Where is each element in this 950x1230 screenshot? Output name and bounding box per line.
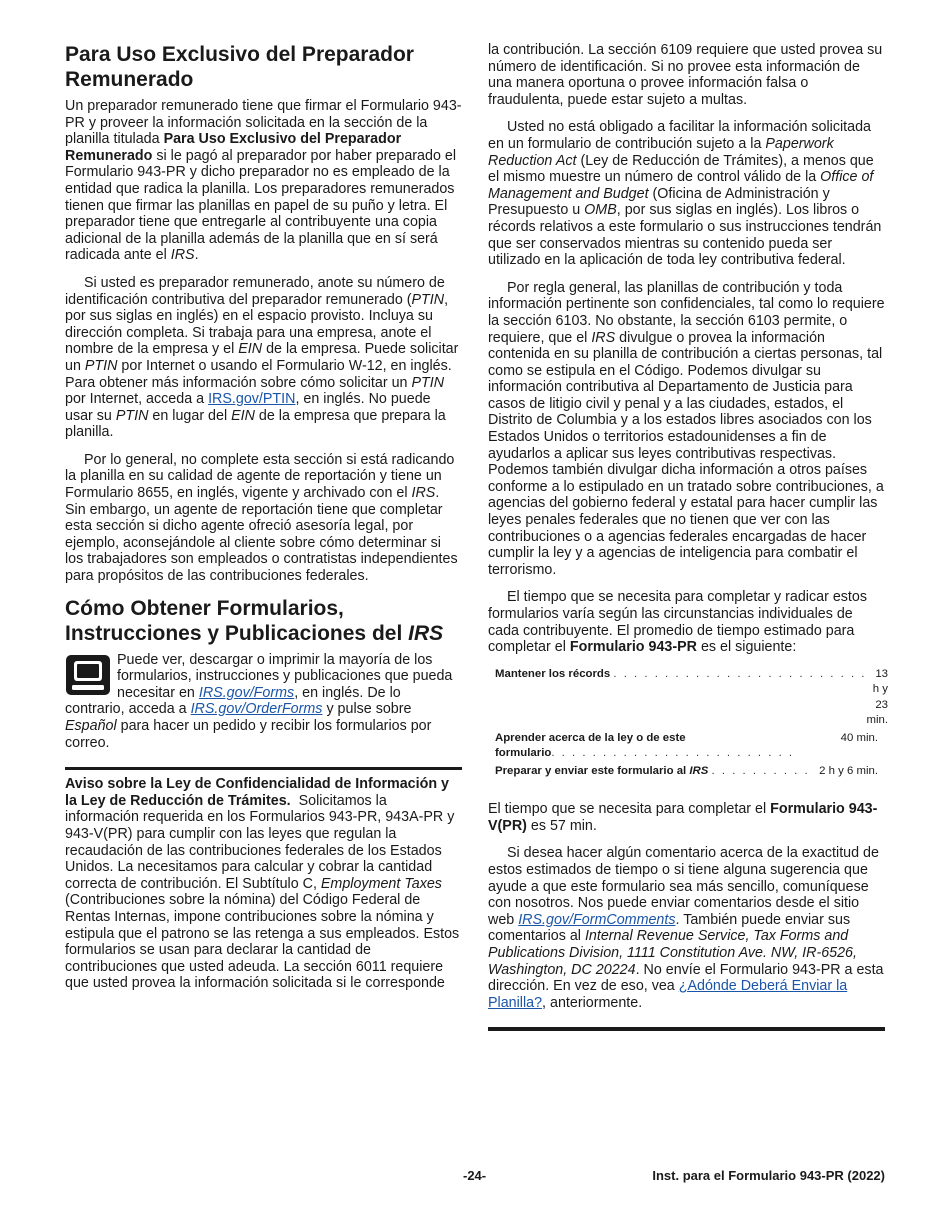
label-text: Aprender acerca de la ley o de este	[495, 731, 686, 744]
text: es el siguiente:	[696, 639, 797, 656]
text: (Ley de Reducción de Trámites), a menos que el mismo muestre un número de control válido de la	[488, 152, 874, 186]
text-italic: IRS	[408, 621, 444, 645]
page-number: -24-	[463, 1168, 487, 1183]
text: (Oficina de Administración y Presupuesto u	[488, 185, 830, 219]
row-value: 13 h y 23 min.	[866, 667, 888, 727]
text-italic: EIN	[238, 341, 263, 358]
leader-dots: . . . . . . . . . . . . . . . . . . . . . . . .	[551, 747, 795, 760]
text: por Internet o usando el Formulario W-12, en inglés. Para obtener más información sobre cómo solicitar un	[65, 357, 452, 391]
text: , en inglés. No puede usar su	[65, 391, 431, 424]
text: Puede ver, descargar o imprimir la mayoría de los formularios, instrucciones y publicaciones que pueda necesitar en	[117, 651, 453, 701]
text: . Sin embargo, un agente de reportación tiene que completar esta sección si dicho agente ofreció asesoría legal, por ejemplo, aconsejándole al cliente sobre cómo determinar si los trabajadores son empleados o contratistas independientes para propósitos de las contribuciones federales.	[65, 485, 458, 585]
row-value: 2 h y 6 min.	[819, 764, 878, 777]
text: Si desea hacer algún comentario acerca de la exactitud de estos estimados de tiempo o si tiene alguna sugerencia que ayude a que este formulario sea más sencillo, comuníquese con nosotros. Nos puede enviar comentarios desde el sitio web	[488, 845, 879, 928]
text: Si usted es preparador remunerado, anote su número de identificación contributiva del preparador remunerado (	[65, 274, 445, 308]
ptin-link[interactable]: IRS.gov/PTIN	[208, 391, 296, 408]
text: El tiempo que se necesita para completar y radicar estos formularios varía según las circunstancias individuales de cada contribuyente. El promedio de tiempo estimado para completar el	[488, 589, 867, 656]
notice-divider	[65, 767, 462, 770]
preparer-paragraph-1	[65, 98, 462, 264]
text-italic: Paperwork Reduction Act	[488, 135, 834, 169]
text: de la empresa que prepara la planilla.	[65, 407, 446, 441]
text-bold: Formulario 943-PR	[569, 639, 697, 656]
text: para hacer un pedido y recibir los formularios por correo.	[65, 718, 432, 751]
text-italic: IRS	[170, 247, 195, 264]
text: Usted no está obligado a facilitar la información solicitada en un formulario de contribución sujeto a la	[488, 119, 871, 152]
text: de la empresa. Puede solicitar un	[65, 341, 459, 374]
computer-icon	[65, 654, 111, 696]
text-italic: PTIN	[115, 407, 149, 424]
preparer-paragraph-3	[65, 452, 462, 585]
table-row	[488, 667, 888, 729]
row-label	[495, 764, 810, 780]
text-italic: OMB	[584, 202, 617, 219]
label-text: formulario	[495, 747, 552, 760]
text: Por regla general, las planillas de contribución y toda información pertinente son confidenciales, tal como lo requiere la sección 6103. No obstante, la sección 6103 permite, o requiere, que el	[488, 279, 885, 346]
right-paragraph-3	[488, 280, 885, 579]
irs-forms-link[interactable]: IRS.gov/Forms	[198, 684, 295, 701]
preparer-heading: Para Uso Exclusivo del Preparador Remunerado	[65, 43, 414, 91]
text: en lugar del	[148, 407, 232, 424]
irs-orderforms-link[interactable]: IRS.gov/OrderForms	[190, 701, 323, 718]
right-paragraph-6	[488, 845, 885, 1011]
text: divulgue o provea la información contenida en su planilla de contribución a ciertas personas, tal como se estipula en el Código. Podemos divulgar su información contributiva al Departamento de Justicia para casos de litigio civil y penal y a las ciudades, estados, el Distrito de Columbia y a los estados libres asociados con los Estados Unidos o territorios estadounidenses a fin de ayudarlos a aplicar sus leyes contributivas respectivas. Podemos también divulgar dicha información a otros países conforme a lo estipulado en un tratado sobre contribuciones, a agencias del gobierno federal y estatal para hacer cumplir las leyes penales federales que no tienen que ver con las contribuciones o a agencias federales encargadas de hacer cumplir la ley y a agencias de inteligencia para combatir el terrorismo.	[488, 329, 884, 578]
table-row	[488, 764, 885, 780]
time-estimate-table	[488, 667, 888, 780]
text: , por sus siglas en inglés) en el espacio provisto. Incluya su dirección completa. Si trabaja para una empresa, anote el nombre de la empresa y el	[65, 291, 449, 358]
text: si le pagó al preparador por haber preparado el Formulario 943-PR y dicho preparador no es empleado de la entidad que radica la planilla. Los preparadores remunerados tienen que firmar las planillas en papel de su puño y letra. El preparador tiene que entregarle al contribuyente una copia adicional de la planilla además de la planilla que en sí será radicada ante el	[65, 147, 457, 264]
text: El tiempo que se necesita para completar el	[488, 801, 771, 818]
text-italic: IRS	[411, 485, 436, 502]
text-italic: Español	[65, 718, 117, 734]
text: Por lo general, no complete esta sección si está radicando la planilla en su calidad de agente de reportación y tiene un Formulario 8655, en inglés, vigente y archivado con el	[65, 451, 455, 502]
right-paragraph-1: la contribución. La sección 6109 requiere que usted provea su número de identificación. Si no provee esta información de una manera oportuna o provee información falsa o fraudulenta, puede estar sujeto a multas.	[488, 42, 883, 108]
leader-dots: . . . . . . . . . .	[711, 764, 810, 777]
form-comments-link[interactable]: IRS.gov/FormComments	[518, 911, 676, 928]
text: (Contribuciones sobre la nómina) del Código Federal de Rentas Internas, impone contribuciones sobre la nómina y estipula que el patrono se las retenga a sus empleados. Estos formularios se usan para declarar la cantidad de contribuciones que usted adeuda. La sección 6011 requiere que usted provea la información solicitada si le corresponde	[65, 892, 460, 992]
text-italic: Employment Taxes	[320, 875, 442, 892]
text: , en inglés. De lo contrario, acceda a	[65, 684, 401, 718]
forms-heading	[65, 596, 462, 646]
text: Solicitamos la información requerida en los Formularios 943-PR, 943A-PR y 943-V(PR) para cumplir con las leyes que regulan la recaudación de las contribuciones federales de los Estados Unidos. La necesitamos para calcular y cobrar la cantidad correcta de contribución. El Subtítulo C,	[65, 792, 459, 892]
right-paragraph-5	[488, 801, 885, 834]
text: Un preparador remunerado tiene que firmar el Formulario 943-PR y proveer la información solicitada en la sección de la planilla titulada	[65, 98, 462, 148]
text-italic: IRS	[591, 329, 616, 346]
text: , anteriormente.	[542, 994, 643, 1011]
preparer-paragraph-2	[65, 275, 462, 441]
end-divider	[488, 1027, 885, 1031]
text-italic: Internal Revenue Service, Tax Forms and Publications Division, 1111 Constitution Ave. NW, IR-6526, Washington, DC 20224	[488, 928, 857, 978]
where-to-send-link[interactable]: ¿Adónde Deberá Enviar la Planilla?	[488, 978, 848, 1011]
text-bold: Para Uso Exclusivo del Preparador Remunerado	[65, 131, 402, 164]
row-value: 40 min.	[840, 731, 878, 744]
text: por Internet, acceda a	[65, 391, 209, 408]
forms-section	[65, 652, 462, 752]
table-row	[488, 731, 885, 762]
left-column	[65, 42, 462, 1003]
text-bold: Formulario 943-V(PR)	[488, 801, 878, 834]
right-paragraph-2	[488, 119, 885, 268]
label-italic: IRS	[689, 764, 709, 777]
right-paragraph-4	[488, 589, 885, 655]
label-text: Preparar y enviar este formulario al	[495, 764, 690, 777]
text: , por sus siglas en inglés). Los libros o récords relativos a este formulario o sus instrucciones tendrán que ser conservados mientras su contenido pueda ser utilizado en la aplicación de toda ley contributiva federal.	[488, 202, 882, 269]
row-label	[495, 667, 866, 683]
text-italic: EIN	[231, 407, 255, 424]
forms-paragraph	[65, 652, 462, 752]
text: . También puede enviar sus comentarios al	[488, 911, 851, 945]
notice-paragraph	[65, 776, 462, 992]
text-italic: PTIN	[411, 374, 445, 391]
text: Cómo Obtener Formularios, Instrucciones y Publicaciones del	[65, 596, 409, 645]
text: . No envíe el Formulario 943-PR a esta dirección. En vez de eso, vea	[488, 961, 884, 995]
label-text: Mantener los récords	[495, 667, 611, 680]
text-italic: PTIN	[84, 357, 118, 374]
right-column	[488, 42, 888, 1031]
text: y pulse sobre	[322, 701, 412, 718]
row-label	[495, 731, 794, 762]
notice-title: Aviso sobre la Ley de Confidencialidad de Información y la Ley de Reducción de Trámites.	[65, 776, 449, 809]
text-italic: Office of Management and Budget	[488, 169, 874, 202]
text: es 57 min.	[526, 817, 597, 834]
text-italic: PTIN	[411, 291, 445, 308]
footer-title: Inst. para el Formulario 943-PR (2022)	[652, 1168, 885, 1183]
text: .	[194, 247, 199, 264]
leader-dots: . . . . . . . . . . . . . . . . . . . . . . . . .	[613, 667, 867, 680]
